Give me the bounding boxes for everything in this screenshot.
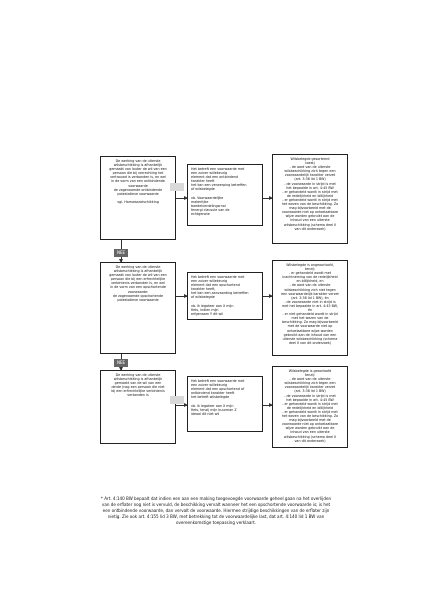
row2-arrow-2	[263, 296, 272, 297]
row1-arrow-1	[176, 198, 187, 199]
row3-explanation-box: Het betreft een voorwaarde met een zuiver willekeurig element dat een opschortend of ontbindend karakter heeft het betreft wilsbelegde vb. ik legateer aan X mijn fiets, tenzij mijn buurman Z ideaal dit niet wil	[187, 376, 263, 432]
row1-connector-marker	[170, 183, 184, 191]
row2-explanation-box: Het betreft een voorwaarde met een zuiver willekeurig element dat een opschortend karakter heeft, het kan een aanvaarding betreffen of wilsbelegde vb. ik legateer aan X mijn fiets, indien mijn erfgenaam Y dit wil	[187, 272, 263, 320]
no-label-1: NEE	[114, 249, 128, 257]
row1-explanation-box: Het betreft een voorwaarde met een zuiver willekeurig element dat een ontbindend karakter heeft het kan een verwerping betreffen of wilsbelegde vb. Voorwaardelijke makeritjke boedelverdelingsrnal fenergi clausule van de echtgenote	[187, 164, 263, 226]
no-label-2: NEE	[114, 359, 128, 367]
row2-condition-box: De werking van de uiterste wilsbeschikking is afhankelijk gemaakt van louter de wil van een persoon die bij een erfrechtelijke verbintenis verbonden is, en wel in de vorm van een opschortende voorwaarde: de zogenaamde opschortende potestatieve voorwaarde	[100, 262, 176, 354]
row3-arrow-1	[176, 405, 187, 406]
row3-arrow-2	[263, 405, 272, 406]
row1-validity-box: Wilsbelegde gesorteerd toestj - de aard van de uiterste wilsbeschikking zich tegen een voorwaardelijk karakter verzet (art. 3:38 lid 1 BW) - de voorwaarde in strijd is met het bepaalde in art. 4:45 BW - er gehandeld wordt in strijd met de redelijkheid en billijkheid - er gehandeld wordt in strijd met het wezen van de beschikking. Zo mag bijvoorbeeld met de voorwaarde niet op ontoelaatbare wijze worden gebruikt aan de inhoud van een uiterste wilsbeschikking (schema deel II van dit onderzoek)	[272, 154, 348, 244]
row2-validity-box: Wilsbelegde is ongeoorloofd, tenzij: - er gehandeld wordt met inachtneming van de redelijkheid en billijkheid, en - de aard van de uiterste wilsbeschikking zich niet tegen een voorwaardelijk karakter verzet (art. 3:38 lid 1 BW), én - de voorwaarde niet in strijd is met het bepaalde in art. 4:45 BW, én - er niet gehandeld wordt in strijd met het wezen van de beschikking. Zo mag bijvoorbeeld met de voorwaarde niet op ontoelaatbare wijze worden gebruikt aan de inhoud van een uiterste wilsbeschikking (schema deel II van dit onderzoek)	[272, 260, 348, 356]
row3-condition-box: De werking van de uiterste wilsbeschikking is afhankelijk gemaakt van de wil van een derde (nog een persoon die niet bij een erfrechtelijke verbintenis verbonden is	[100, 370, 176, 444]
footnote: * Art. 4:140 BW bepaalt dat indien een aan een making toegevoegde voorwaarde geheel gaan na het overlijden van de erflater nog niet is vervuld, de beschikking vervalt wanneer het een opschortende voorwaarde is; is het een ontbindende voorwaarde, dan vervalt de voorwaarde. Hiermee strijdige beschikkingen van de erflater zijn nietig. Zie ook art. 4:155 lid 3 BW, met betrekking tot de voorwaardelijke last, dat art. 4:140 lid 1 BW van overeenkomstige toepassing verklaart.	[100, 496, 332, 525]
row1-arrow-2	[263, 198, 272, 199]
row1-condition-box: De werking van de uiterste wilsbeschikking is afhankelijk gemaakt van louter de wil van een persoon die bij verrechting het vertrouwd is verbonden is, en wel in de vorm van een ontbindende voorwaarde de zogenaamde ontbindende potestatieve voorwaarde vgl. Hamwaaratschikking	[100, 156, 176, 240]
row2-arrow-1	[176, 296, 187, 297]
row3-validity-box: Wilsbelegde is geoorloofd tenzij: - de aard van de uiterste wilsbeschikking zich tegen een voorwaardelijk karakter verzet (art. 3:38 lid 1 BW) - de voorwaarde in strijd is met het bepaalde in art. 4:45 BW - er gehandeld wordt in strijd met de redelijkheid en billijkheid - er gehandeld wordt in strijd met het wezen van de beschikking. Zo mag bijvoorbeeld met de voorwaarde niet op ontoelaatbare wijze worden gebruikt aan de inhoud van een uiterste wilsbeschikking (schema deel II van dit onderzoek)	[272, 366, 348, 448]
row3-connector-marker	[170, 396, 184, 404]
